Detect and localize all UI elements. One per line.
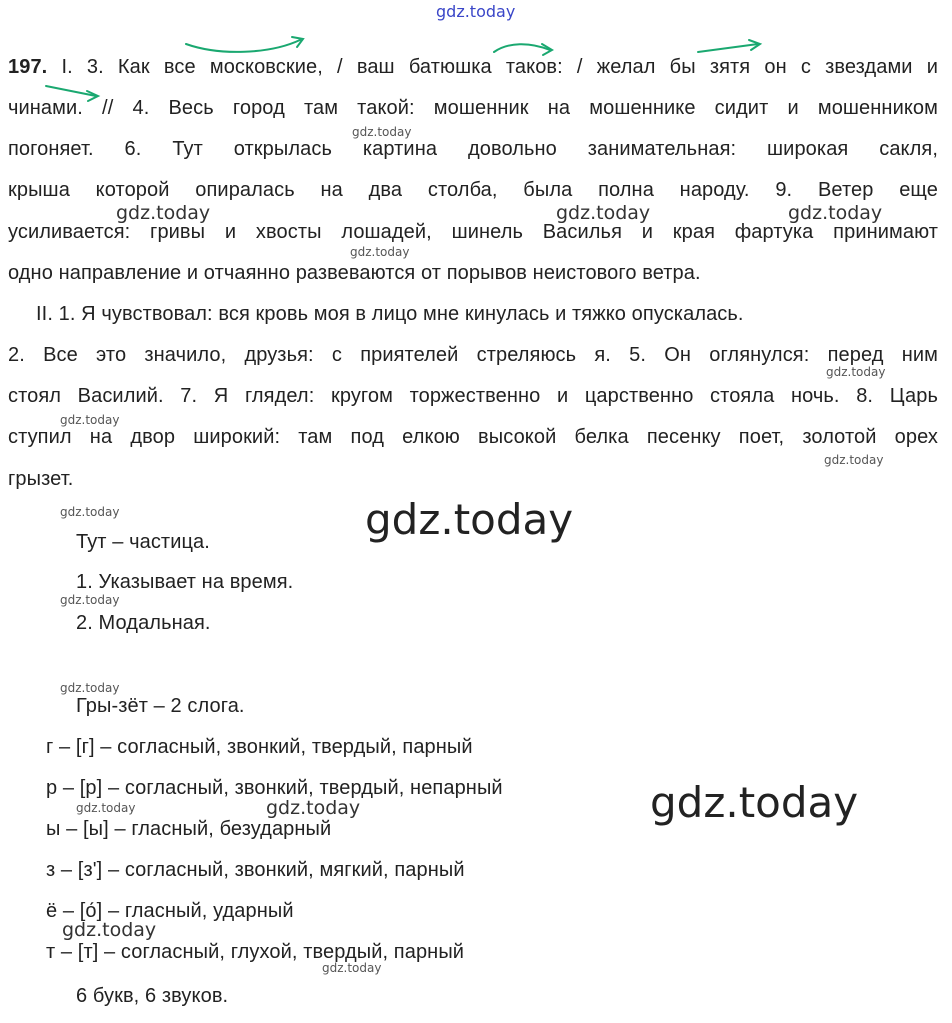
watermark: gdz.today bbox=[76, 801, 136, 815]
exercise-line-7: II. 1. Я чувствовал: вся кровь моя в лицо мне кинулась и тяжко опускалась. bbox=[36, 303, 744, 325]
watermark-large: gdz.today bbox=[365, 495, 574, 544]
arrow-over-zyatya-head bbox=[749, 40, 760, 50]
watermark: gdz.today bbox=[556, 202, 651, 224]
watermark: gdz.today bbox=[116, 202, 211, 224]
watermark-large: gdz.today bbox=[650, 778, 859, 827]
phonetic-row-z: з – [з'] – согласный, звонкий, мягкий, парный bbox=[46, 859, 465, 881]
exercise-line-4: крыша которой опиралась на два столба, была полна народу. 9. Ветер еще bbox=[8, 179, 938, 201]
arrow-over-batyushka-head bbox=[292, 37, 303, 47]
watermark: gdz.today bbox=[788, 202, 883, 224]
arrow-over-takov bbox=[494, 44, 550, 52]
exercise-line-10: ступил на двор широкий: там под елкою высокой белка песенку поет, золотой орех bbox=[8, 426, 938, 448]
watermark: gdz.today bbox=[826, 365, 886, 379]
watermark: gdz.today bbox=[60, 413, 120, 427]
tut-item-2: 2. Модальная. bbox=[76, 612, 211, 634]
exercise-line-9: стоял Василий. 7. Я глядел: кругом торжественно и царственно стояла ночь. 8. Царь bbox=[8, 385, 938, 407]
exercise-line-2: чинами. // 4. Весь город там такой: мошенник на мошеннике сидит и мошенником bbox=[8, 97, 938, 119]
exercise-number: 197. bbox=[8, 56, 48, 78]
watermark: gdz.today bbox=[352, 125, 412, 139]
tut-item-1: 1. Указывает на время. bbox=[76, 571, 294, 593]
phonetic-row-y: ы – [ы] – гласный, безударный bbox=[46, 818, 332, 840]
exercise-line-5: усиливается: гривы и хвосты лошадей, шинель Василья и края фартука принимают bbox=[8, 221, 938, 243]
word-title: Гры-зёт – 2 слога. bbox=[76, 695, 245, 717]
watermark-top: gdz.today bbox=[436, 2, 516, 21]
arrow-over-chinami bbox=[46, 86, 96, 96]
arrow-over-zyatya bbox=[698, 44, 758, 52]
watermark: gdz.today bbox=[824, 453, 884, 467]
watermark: gdz.today bbox=[266, 797, 361, 819]
exercise-line-8: 2. Все это значило, друзья: с приятелей стреляюсь я. 5. Он оглянулся: перед ним bbox=[8, 344, 938, 366]
phonetic-row-r: р – [р] – согласный, звонкий, твердый, непарный bbox=[46, 777, 503, 799]
exercise-text: I. 3. Как все московские, / ваш батюшка таков: / желал бы зятя он с звездами и bbox=[61, 56, 938, 78]
exercise-line-6: одно направление и отчаянно развеваются от порывов неистового ветра. bbox=[8, 262, 701, 284]
exercise-line-3: погоняет. 6. Тут открылась картина довольно занимательная: широкая сакля, bbox=[8, 138, 938, 160]
watermark: gdz.today bbox=[60, 505, 120, 519]
watermark: gdz.today bbox=[350, 245, 410, 259]
watermark: gdz.today bbox=[322, 961, 382, 975]
tut-title: Тут – частица. bbox=[76, 531, 210, 553]
phonetic-row-g: г – [г] – согласный, звонкий, твердый, парный bbox=[46, 736, 473, 758]
arrow-over-batyushka bbox=[186, 40, 300, 52]
phonetic-row-yo: ё – [о́] – гласный, ударный bbox=[46, 900, 294, 922]
exercise-line-1 bbox=[8, 55, 938, 79]
phonetic-row-t: т – [т] – согласный, глухой, твердый, парный bbox=[46, 941, 465, 963]
arrow-over-takov-head bbox=[542, 44, 552, 55]
watermark: gdz.today bbox=[62, 919, 157, 941]
summary: 6 букв, 6 звуков. bbox=[76, 985, 229, 1007]
exercise-line-11: грызет. bbox=[8, 468, 74, 490]
watermark: gdz.today bbox=[60, 681, 120, 695]
watermark: gdz.today bbox=[60, 593, 120, 607]
